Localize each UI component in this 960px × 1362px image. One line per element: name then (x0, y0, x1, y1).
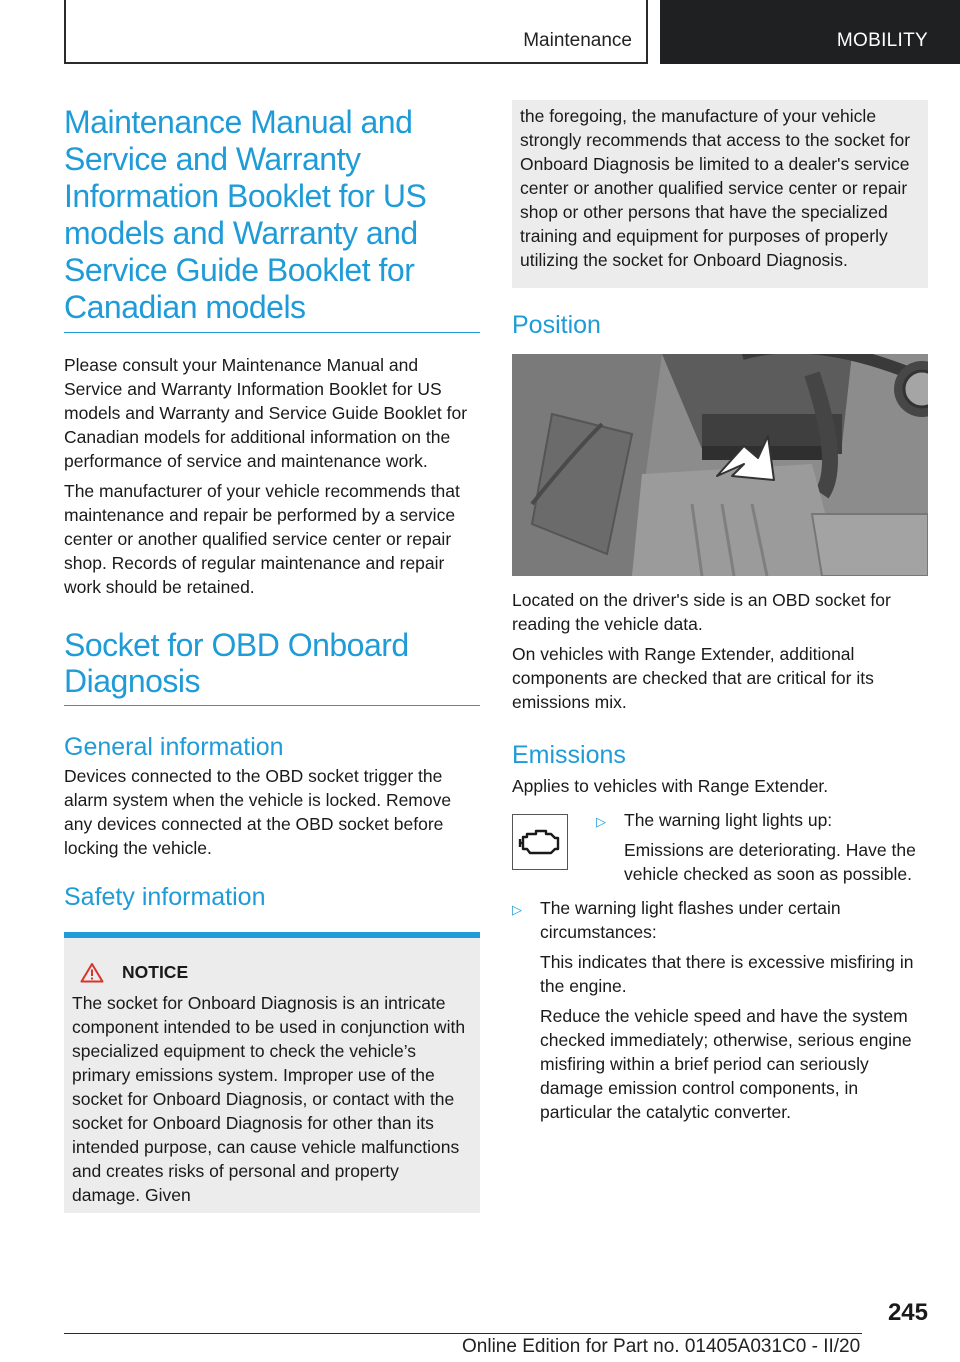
emissions-heading: Emissions (512, 741, 626, 769)
notice-header (72, 962, 470, 983)
header-section-label: Maintenance (523, 30, 632, 51)
list-item (596, 808, 928, 886)
edition-footer: Online Edition for Part no. 01405A031C0 - II/20 (462, 1336, 861, 1357)
page-number: 245 (887, 1299, 928, 1326)
right-column (512, 100, 928, 1124)
maintenance-manual-title: Maintenance Manual and Service and Warranty Information Booklet for US models and Warranty and Service Guide Booklet for Canadian models (64, 100, 480, 333)
obd-socket-title: Socket for OBD Onboard Diagnosis (64, 627, 480, 706)
notice-text: The socket for Onboard Diagnosis is an intricate component intended to be used in conjunction with specialized equipment to check the vehicle’s primary emissions system. Improper use of the socket for Onboard Diagnosis, or contact with the socket for Onboard Diagnosis for other than its intended purpose, can cause vehicle malfunctions and creates risks of personal and property damage. Given (72, 993, 466, 1205)
safety-information-heading: Safety information (64, 883, 266, 911)
notice-box (64, 932, 480, 1213)
header-section-tab (64, 0, 648, 64)
position-heading: Position (512, 311, 601, 339)
bullet-triangle-icon: ▷ (512, 902, 522, 917)
warning-triangle-icon (80, 962, 104, 983)
intro-paragraph-1: Please consult your Maintenance Manual and Service and Warranty Information Booklet for US models and Warranty and Service Guide Booklet for Canadian models for additional information on the performance of service and maintenance work. (64, 355, 468, 471)
left-column (64, 100, 480, 1213)
position-paragraph-2: On vehicles with Range Extender, additional components are checked that are critical for its emissions mix. (512, 644, 874, 712)
general-information-heading: General information (64, 733, 284, 761)
list-item (512, 896, 928, 1124)
obd-socket-location-image (512, 354, 928, 576)
notice-continuation-box (512, 100, 928, 288)
header-chapter-label: MOBILITY (836, 30, 928, 51)
emissions-applies-text: Applies to vehicles with Range Extender. (512, 776, 829, 796)
footer-divider (64, 1333, 862, 1334)
position-paragraph-1: Located on the driver's side is an OBD socket for reading the vehicle data. (512, 590, 891, 634)
bullet-1-text: Emissions are deteriorating. Have the vehicle checked as soon as possible. (624, 840, 916, 884)
header-chapter-tab (660, 0, 960, 64)
notice-label: NOTICE (122, 962, 189, 982)
notice-continuation-text: the foregoing, the manufacture of your vehicle strongly recommends that access to the socket for Onboard Diagnosis be limited to a dealer's service center or another qualified service center or repair shop or other persons that have the specialized training and equipment for purposes of properly utilizing the socket for Onboard Diagnosis. (520, 106, 911, 270)
emissions-warning-row (512, 808, 928, 886)
bullet-2-title: The warning light flashes under certain circumstances: (540, 898, 841, 942)
general-information-text: Devices connected to the OBD socket trigger the alarm system when the vehicle is locked. Remove any devices connected at the OBD socket before locking the vehicle. (64, 766, 452, 858)
engine-check-warning-icon (512, 814, 568, 870)
bullet-2-text-2: Reduce the vehicle speed and have the system checked immediately; otherwise, serious engine misfiring within a brief period can seriously damage emission control components, in particular the catalytic converter. (540, 1006, 912, 1122)
bullet-2-text-1: This indicates that there is excessive misfiring in the engine. (540, 952, 914, 996)
bullet-1-title: The warning light lights up: (624, 810, 833, 830)
intro-paragraph-2: The manufacturer of your vehicle recommends that maintenance and repair be performed by a service center or another qualified service center or repair shop. Records of regular maintenance and repair work should be retained. (64, 481, 460, 597)
bullet-triangle-icon: ▷ (596, 814, 606, 829)
